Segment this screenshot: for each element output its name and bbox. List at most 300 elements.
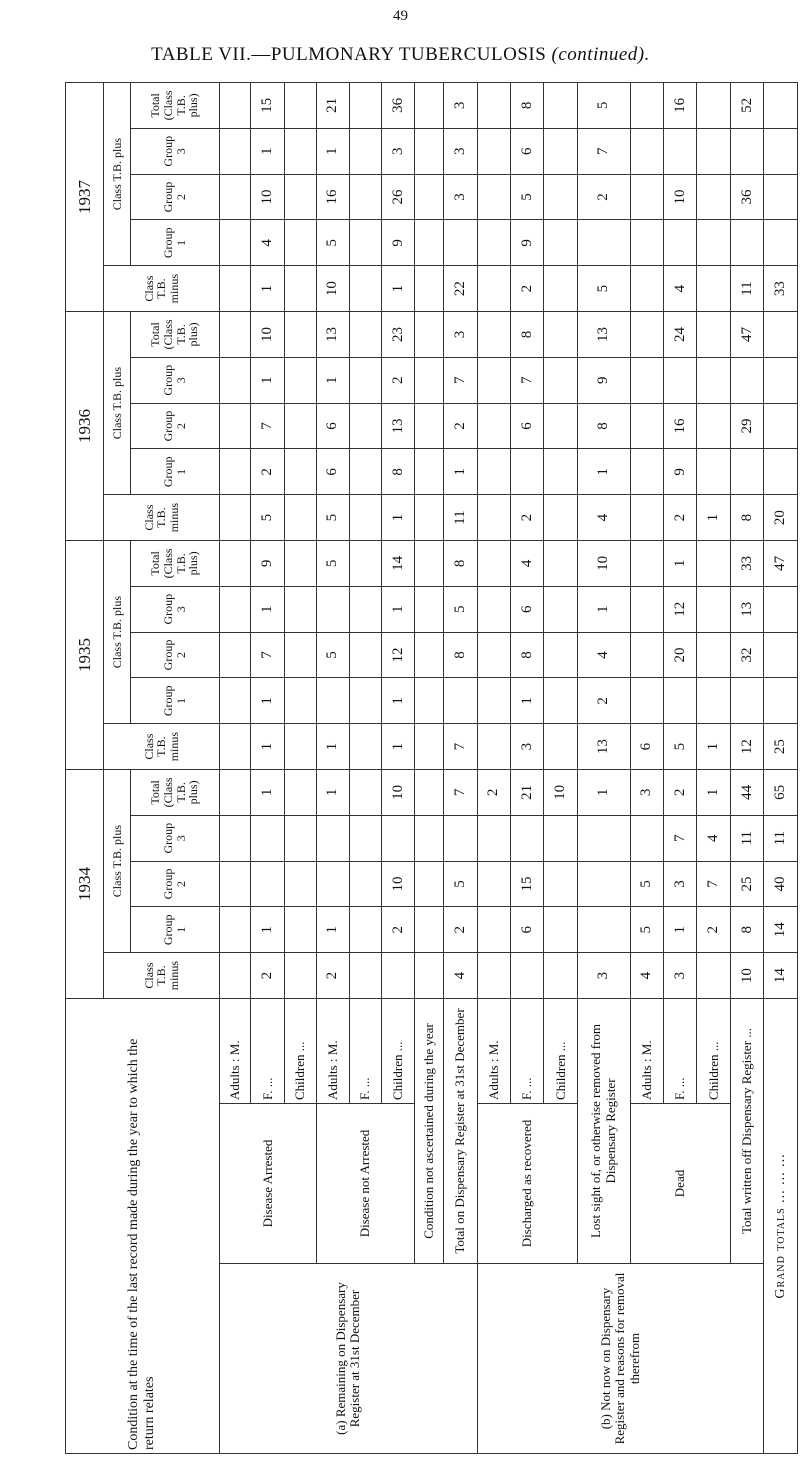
- table-cell: 9: [510, 220, 543, 266]
- table-cell: [415, 128, 444, 174]
- year-header: 1936: [66, 312, 104, 541]
- table-cell: 1: [697, 770, 730, 816]
- table-cell: [415, 770, 444, 816]
- table-cell: 6: [510, 128, 543, 174]
- table-cell: 26: [381, 174, 414, 220]
- table-cell: [415, 541, 444, 587]
- table-cell: 21: [316, 83, 349, 129]
- table-cell: 7: [444, 724, 477, 770]
- table-cell: 3: [664, 861, 697, 907]
- table-cell: 10: [381, 861, 414, 907]
- page-number: 49: [393, 8, 408, 24]
- table-cell: [730, 357, 763, 403]
- class-tb-minus-header: Class T.B. minus: [104, 495, 219, 541]
- table-cell: [697, 220, 730, 266]
- table-cell: 6: [510, 907, 543, 953]
- table-cell: [544, 586, 577, 632]
- table-cell: [251, 815, 284, 861]
- table-cell: 10: [381, 770, 414, 816]
- table-cell: [350, 449, 382, 495]
- table-cell: [577, 861, 630, 907]
- table-cell: 7: [251, 632, 284, 678]
- table-cell: 13: [316, 312, 349, 358]
- class-tb-plus-header: Class T.B. plus: [104, 541, 130, 724]
- table-cell: [350, 953, 382, 999]
- table-cell: [477, 907, 510, 953]
- sub-label: F. ...: [510, 998, 543, 1103]
- table-cell: 65: [764, 770, 798, 816]
- table-cell: [664, 220, 697, 266]
- table-cell: 5: [510, 174, 543, 220]
- table-cell: 1: [251, 266, 284, 312]
- sub-label: Children ...: [697, 998, 730, 1103]
- table-cell: [350, 815, 382, 861]
- table-cell: [764, 174, 798, 220]
- table-cell: [477, 83, 510, 129]
- table-cell: [444, 220, 477, 266]
- sub-label: Adults : M.: [316, 998, 349, 1103]
- table-cell: [510, 449, 543, 495]
- table-cell: 1: [251, 770, 284, 816]
- group-header: Group 2: [130, 174, 219, 220]
- table-cell: [284, 907, 316, 953]
- table-cell: [219, 861, 251, 907]
- table-cell: 1: [251, 907, 284, 953]
- table-cell: 15: [510, 861, 543, 907]
- table-cell: [477, 678, 510, 724]
- table-cell: 3: [444, 128, 477, 174]
- table-row: [630, 83, 663, 1454]
- rotated-table: [65, 82, 798, 1454]
- table-cell: 10: [544, 770, 577, 816]
- table-cell: 44: [730, 770, 763, 816]
- table-cell: 25: [764, 724, 798, 770]
- table-cell: [544, 357, 577, 403]
- table-cell: [630, 678, 663, 724]
- table-cell: 2: [251, 449, 284, 495]
- group-label: Dead: [630, 1104, 730, 1264]
- table-cell: 15: [251, 83, 284, 129]
- table-cell: [697, 174, 730, 220]
- table-cell: [630, 815, 663, 861]
- table-cell: 16: [316, 174, 349, 220]
- table-cell: [284, 128, 316, 174]
- table-cell: 2: [664, 770, 697, 816]
- table-cell: 3: [664, 953, 697, 999]
- table-cell: [697, 953, 730, 999]
- table-cell: [477, 403, 510, 449]
- table-cell: 1: [251, 128, 284, 174]
- table-cell: 5: [316, 541, 349, 587]
- table-cell: [510, 815, 543, 861]
- table-cell: 1: [697, 495, 730, 541]
- table-cell: 5: [630, 907, 663, 953]
- table-cell: 23: [381, 312, 414, 358]
- table-cell: 2: [577, 678, 630, 724]
- table-cell: 6: [630, 724, 663, 770]
- sub-label: Children ...: [284, 998, 316, 1103]
- table-cell: [350, 861, 382, 907]
- group-header: Group 2: [130, 403, 219, 449]
- table-cell: [219, 449, 251, 495]
- table-cell: 4: [444, 953, 477, 999]
- table-cell: [764, 678, 798, 724]
- table-cell: [510, 953, 543, 999]
- table-cell: [544, 632, 577, 678]
- table-cell: 12: [381, 632, 414, 678]
- table-cell: [219, 770, 251, 816]
- table-cell: [219, 403, 251, 449]
- table-cell: 2: [477, 770, 510, 816]
- table-cell: [415, 449, 444, 495]
- table-cell: 3: [444, 83, 477, 129]
- table-cell: 1: [251, 357, 284, 403]
- table-cell: 8: [510, 632, 543, 678]
- table-cell: 14: [764, 907, 798, 953]
- table-cell: [381, 953, 414, 999]
- group-label: Condition not ascertained during the year: [415, 998, 444, 1263]
- table-cell: [630, 312, 663, 358]
- table-cell: [350, 586, 382, 632]
- table-cell: [415, 357, 444, 403]
- table-cell: 1: [316, 770, 349, 816]
- table-cell: 11: [730, 815, 763, 861]
- table-cell: [577, 907, 630, 953]
- table-title-main: TABLE VII.—PULMONARY TUBERCULOSIS: [151, 44, 547, 65]
- sub-label: F. ...: [664, 998, 697, 1103]
- table-row: [764, 83, 798, 1454]
- table-cell: 4: [664, 266, 697, 312]
- sub-label: Adults : M.: [630, 998, 663, 1103]
- table-cell: [544, 449, 577, 495]
- table-cell: 4: [630, 953, 663, 999]
- table-cell: [697, 449, 730, 495]
- table-cell: 1: [381, 495, 414, 541]
- table-cell: [415, 266, 444, 312]
- table-cell: 36: [730, 174, 763, 220]
- table-cell: 5: [316, 632, 349, 678]
- table-cell: 13: [730, 586, 763, 632]
- group-header: Group 1: [130, 220, 219, 266]
- table-cell: [477, 312, 510, 358]
- table-cell: [664, 357, 697, 403]
- class-tb-plus-header: Class T.B. plus: [104, 83, 130, 266]
- table-cell: [415, 312, 444, 358]
- table-cell: 29: [730, 403, 763, 449]
- table-cell: 13: [577, 724, 630, 770]
- table-cell: 9: [381, 220, 414, 266]
- year-header: 1934: [66, 770, 104, 999]
- rotated-table-wrapper: [65, 82, 798, 1454]
- table-cell: [284, 861, 316, 907]
- table-cell: [697, 357, 730, 403]
- table-cell: 1: [316, 907, 349, 953]
- table-cell: 7: [444, 357, 477, 403]
- table-cell: [477, 174, 510, 220]
- table-cell: 8: [444, 541, 477, 587]
- table-cell: 1: [577, 449, 630, 495]
- table-cell: [764, 357, 798, 403]
- table-cell: 5: [664, 724, 697, 770]
- table-cell: [219, 724, 251, 770]
- table-cell: 2: [251, 953, 284, 999]
- table-cell: 7: [510, 357, 543, 403]
- table-cell: [284, 83, 316, 129]
- table-cell: [697, 541, 730, 587]
- table-cell: [544, 541, 577, 587]
- sub-label: Children ...: [544, 998, 577, 1103]
- table-cell: [415, 815, 444, 861]
- table-cell: [219, 815, 251, 861]
- table-cell: 20: [764, 495, 798, 541]
- table-title: [0, 44, 801, 66]
- table-cell: [764, 403, 798, 449]
- table-cell: [630, 632, 663, 678]
- table-cell: [284, 174, 316, 220]
- table-cell: [444, 815, 477, 861]
- class-tb-plus-header: Class T.B. plus: [104, 312, 130, 495]
- table-cell: [697, 128, 730, 174]
- table-cell: 1: [381, 266, 414, 312]
- table-cell: [630, 449, 663, 495]
- table-cell: [350, 907, 382, 953]
- year-header: 1935: [66, 541, 104, 770]
- group-header: Group 3: [130, 815, 219, 861]
- table-cell: 3: [630, 770, 663, 816]
- table-cell: 52: [730, 83, 763, 129]
- table-cell: [350, 541, 382, 587]
- table-title-suffix: (continued).: [551, 44, 650, 65]
- table-cell: [630, 586, 663, 632]
- table-cell: 8: [510, 312, 543, 358]
- group-header: Group 1: [130, 449, 219, 495]
- table-cell: 10: [251, 174, 284, 220]
- table-cell: 8: [510, 83, 543, 129]
- table-cell: [544, 174, 577, 220]
- table-cell: [219, 128, 251, 174]
- table-cell: [284, 678, 316, 724]
- table-cell: [219, 357, 251, 403]
- table-cell: 1: [444, 449, 477, 495]
- table-cell: 14: [381, 541, 414, 587]
- table-cell: 40: [764, 861, 798, 907]
- table-cell: [284, 220, 316, 266]
- table-cell: 12: [730, 724, 763, 770]
- table-cell: [350, 495, 382, 541]
- table-cell: [664, 128, 697, 174]
- table-cell: 13: [381, 403, 414, 449]
- table-cell: 1: [251, 586, 284, 632]
- table-cell: 3: [444, 174, 477, 220]
- table-cell: [284, 770, 316, 816]
- table-cell: [764, 449, 798, 495]
- table-cell: [477, 128, 510, 174]
- table-cell: 21: [510, 770, 543, 816]
- table-cell: [630, 174, 663, 220]
- table-cell: 2: [697, 907, 730, 953]
- group-header: Group 2: [130, 632, 219, 678]
- table-cell: 47: [764, 541, 798, 587]
- table-cell: [415, 632, 444, 678]
- table-cell: 20: [664, 632, 697, 678]
- table-cell: [477, 266, 510, 312]
- table-cell: [477, 220, 510, 266]
- group-label: Grand totals ... ... ...: [764, 998, 798, 1453]
- table-cell: [350, 403, 382, 449]
- table-cell: [284, 495, 316, 541]
- table-cell: 6: [510, 586, 543, 632]
- table-cell: 4: [577, 632, 630, 678]
- table-cell: 32: [730, 632, 763, 678]
- table-row: [730, 83, 763, 1454]
- table-cell: [219, 83, 251, 129]
- table-cell: [219, 220, 251, 266]
- table-cell: [544, 724, 577, 770]
- table-cell: 1: [510, 678, 543, 724]
- table-cell: [350, 174, 382, 220]
- table-cell: [415, 495, 444, 541]
- table-cell: [284, 266, 316, 312]
- table-cell: [219, 953, 251, 999]
- table-cell: 4: [697, 815, 730, 861]
- table-body: [66, 83, 798, 1454]
- table-cell: [477, 815, 510, 861]
- table-cell: 9: [577, 357, 630, 403]
- table-cell: [697, 632, 730, 678]
- table-cell: [477, 953, 510, 999]
- table-cell: [219, 266, 251, 312]
- group-label: Total written off Dispensary Register ...: [730, 998, 763, 1263]
- table-cell: 3: [381, 128, 414, 174]
- table-cell: 2: [444, 403, 477, 449]
- table-cell: 1: [381, 678, 414, 724]
- table-cell: 1: [316, 128, 349, 174]
- table-cell: [415, 953, 444, 999]
- sub-label: F. ...: [350, 998, 382, 1103]
- sub-label: Children ...: [381, 998, 414, 1103]
- table-cell: 10: [577, 541, 630, 587]
- table-cell: [477, 541, 510, 587]
- table-cell: [730, 678, 763, 724]
- table-cell: [544, 128, 577, 174]
- table-cell: 1: [664, 907, 697, 953]
- table-cell: [350, 266, 382, 312]
- table-cell: 14: [764, 953, 798, 999]
- table-cell: [697, 403, 730, 449]
- table-cell: 7: [664, 815, 697, 861]
- table-row: [415, 83, 444, 1454]
- group-header: Total (Class T.B. plus): [130, 541, 219, 587]
- table-cell: 5: [444, 861, 477, 907]
- table-cell: 5: [316, 495, 349, 541]
- table-cell: [219, 632, 251, 678]
- table-cell: [764, 632, 798, 678]
- table-cell: 16: [664, 403, 697, 449]
- table-cell: [284, 724, 316, 770]
- table-cell: 11: [764, 815, 798, 861]
- table-row: [444, 83, 477, 1454]
- table-cell: 3: [444, 312, 477, 358]
- table-cell: 7: [251, 403, 284, 449]
- table-cell: [415, 907, 444, 953]
- class-tb-minus-header: Class T.B. minus: [104, 953, 219, 999]
- table-cell: [477, 724, 510, 770]
- table-row: [219, 83, 251, 1454]
- table-cell: 1: [577, 586, 630, 632]
- table-cell: 5: [251, 495, 284, 541]
- table-cell: [630, 220, 663, 266]
- table-cell: [477, 357, 510, 403]
- table-cell: 6: [316, 449, 349, 495]
- section-label: (b) Not now on Dispensary Register and reasons for removal therefrom: [477, 1264, 764, 1454]
- table-cell: 1: [316, 724, 349, 770]
- table-cell: [544, 220, 577, 266]
- table-cell: [544, 861, 577, 907]
- group-label: Discharged as recovered: [477, 1104, 577, 1264]
- class-tb-minus-header: Class T.B. minus: [104, 266, 219, 312]
- group-header: Group 1: [130, 678, 219, 724]
- table-cell: 5: [577, 83, 630, 129]
- table-cell: 2: [510, 495, 543, 541]
- table-cell: [764, 312, 798, 358]
- class-tb-minus-header: Class T.B. minus: [104, 724, 219, 770]
- table-cell: [415, 724, 444, 770]
- group-label: Disease not Arrested: [316, 1104, 415, 1264]
- table-cell: [350, 357, 382, 403]
- table-cell: 1: [697, 724, 730, 770]
- table-cell: 7: [577, 128, 630, 174]
- table-cell: 1: [381, 586, 414, 632]
- table-cell: [350, 678, 382, 724]
- group-header: Total (Class T.B. plus): [130, 83, 219, 129]
- table-row: [316, 83, 349, 1454]
- table-cell: 5: [630, 861, 663, 907]
- table-cell: [415, 220, 444, 266]
- table-cell: 2: [577, 174, 630, 220]
- table-cell: [764, 220, 798, 266]
- table-cell: [577, 815, 630, 861]
- table-cell: [350, 770, 382, 816]
- table-cell: [697, 312, 730, 358]
- table-cell: [697, 586, 730, 632]
- table-cell: 1: [577, 770, 630, 816]
- table-cell: [630, 541, 663, 587]
- table-row: [477, 83, 510, 1454]
- year-header: 1937: [66, 83, 104, 312]
- table-cell: 2: [381, 907, 414, 953]
- table-cell: [316, 861, 349, 907]
- table-cell: [730, 449, 763, 495]
- table-cell: [415, 861, 444, 907]
- table-cell: 12: [664, 586, 697, 632]
- group-header: Group 1: [130, 907, 219, 953]
- table-cell: [316, 815, 349, 861]
- table-cell: 25: [730, 861, 763, 907]
- table-cell: 8: [730, 907, 763, 953]
- table-cell: [544, 495, 577, 541]
- table-cell: [415, 403, 444, 449]
- table-cell: [730, 128, 763, 174]
- table-cell: 3: [510, 724, 543, 770]
- table-cell: [415, 678, 444, 724]
- table-cell: 8: [577, 403, 630, 449]
- table-cell: [477, 449, 510, 495]
- section-label: (a) Remaining on Dispensary Register at 31st December: [219, 1264, 477, 1454]
- table-cell: 6: [316, 403, 349, 449]
- table-cell: [630, 357, 663, 403]
- table-cell: [544, 266, 577, 312]
- group-label: Lost sight of, or otherwise removed from Dispensary Register: [577, 998, 630, 1263]
